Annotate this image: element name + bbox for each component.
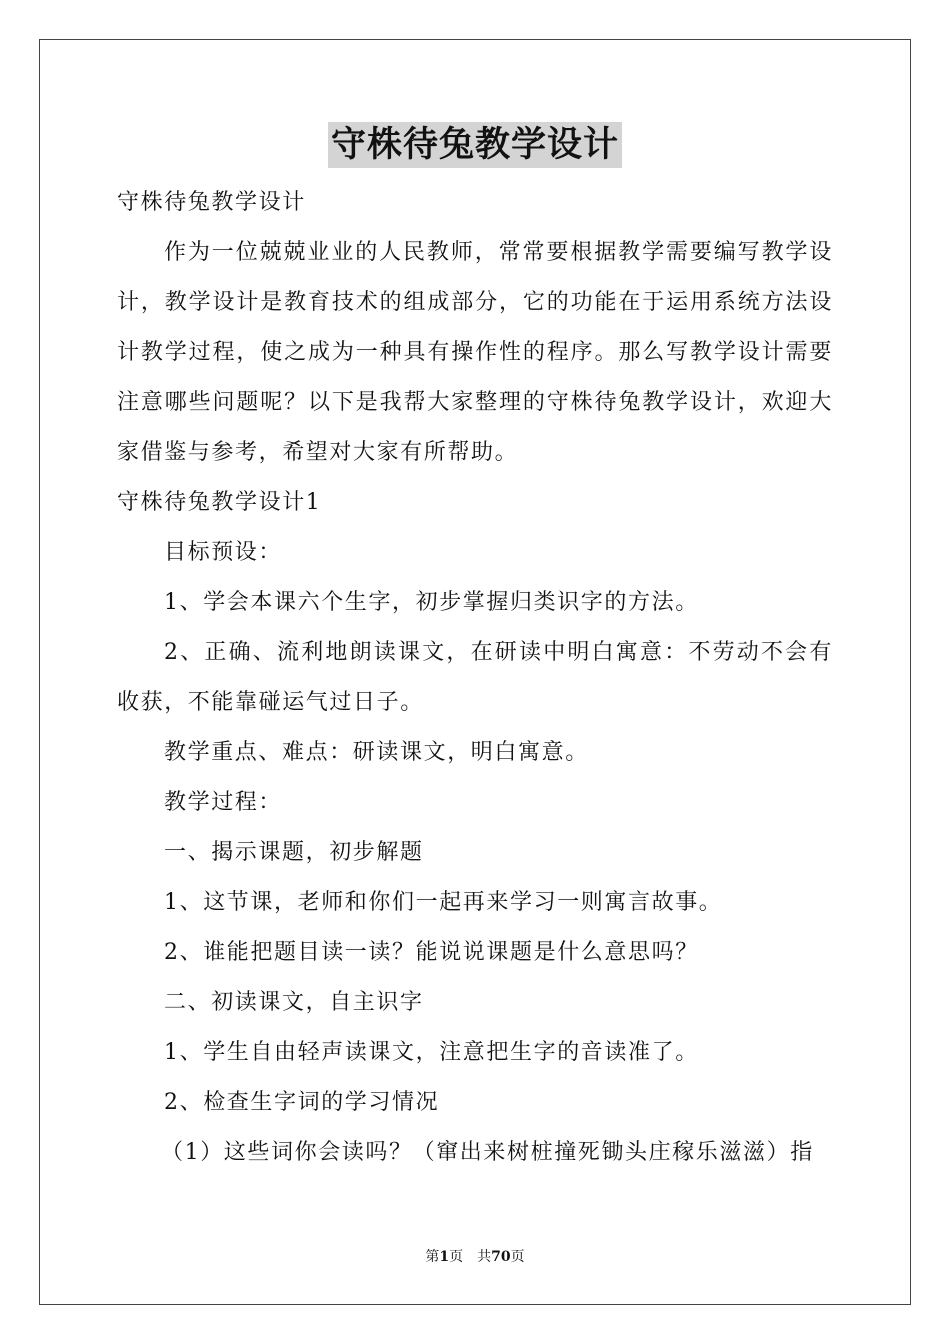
paragraph: 1、学生自由轻声读课文，注意把生字的音读准了。	[164, 1040, 699, 1065]
document-title-wrapper	[0, 122, 950, 168]
paragraph: 2、正确、流利地朗读课文，在研读中明白寓意：不劳动不会有收获，不能靠碰运气过日子。	[117, 640, 833, 715]
document-body	[117, 178, 833, 1178]
footer-page-number: 1	[439, 1249, 450, 1265]
footer-page-mid: 页 共	[449, 1249, 492, 1265]
paragraph: 1、学会本课六个生字，初步掌握归类识字的方法。	[164, 590, 699, 615]
page-footer	[0, 1247, 950, 1267]
paragraph: 教学过程：	[164, 790, 283, 815]
paragraph: 2、谁能把题目读一读？能说说课题是什么意思吗？	[164, 940, 699, 965]
document-title: 守株待兔教学设计	[328, 122, 622, 168]
footer-page-prefix: 第	[425, 1249, 440, 1265]
paragraph: 一、揭示课题，初步解题	[164, 840, 424, 865]
paragraph: 1、这节课，老师和你们一起再来学习一则寓言故事。	[164, 890, 723, 915]
footer-total-pages: 70	[491, 1249, 511, 1265]
paragraph: 2、检查生字词的学习情况	[164, 1090, 440, 1115]
footer-page-suffix: 页	[510, 1249, 525, 1265]
paragraph-subtitle: 守株待兔教学设计	[117, 190, 306, 215]
paragraph: 二、初读课文，自主识字	[164, 990, 424, 1015]
paragraph: 目标预设：	[164, 540, 283, 565]
paragraph: 教学重点、难点：研读课文，明白寓意。	[164, 740, 589, 765]
paragraph: （1）这些词你会读吗？（窜出来树桩撞死锄头庄稼乐滋滋）指	[161, 1140, 814, 1165]
paragraph-section-heading: 守株待兔教学设计1	[117, 490, 322, 515]
paragraph-intro: 作为一位兢兢业业的人民教师，常常要根据教学需要编写教学设计，教学设计是教育技术的组成部分，它的功能在于运用系统方法设计教学过程，使之成为一种具有操作性的程序。那么写教学设计需要注意哪些问题呢？以下是我帮大家整理的守株待兔教学设计，欢迎大家借鉴与参考，希望对大家有所帮助。	[117, 240, 833, 465]
